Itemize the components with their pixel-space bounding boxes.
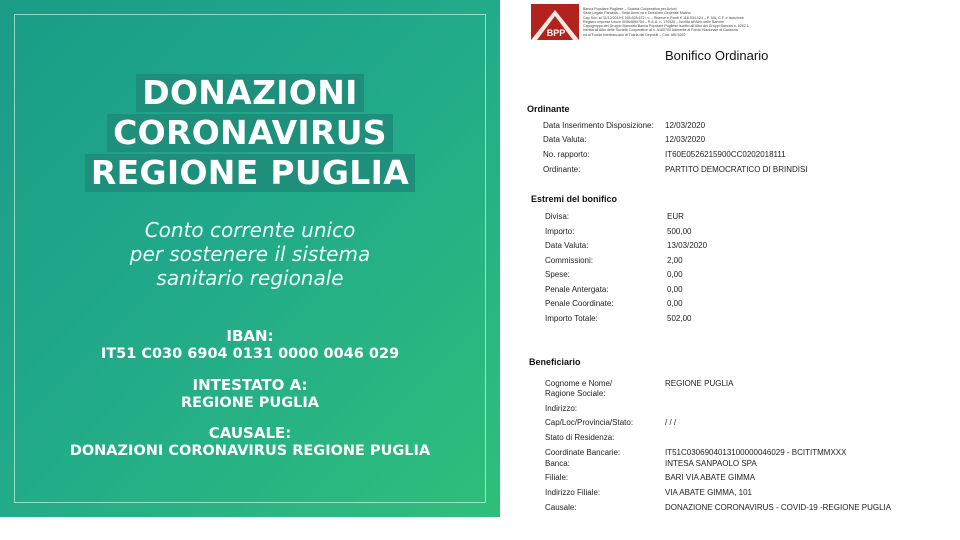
beneficiario-label: Indirizzo: xyxy=(545,404,578,413)
beneficiario-value: BARI VIA ABATE GIMMA xyxy=(665,473,756,482)
bank-info-line: Cap.Soc. al 31/12/2019 € 165.628.672 i.v. – Riserve e Fondi € 118.534.024 – P. IVA, C.F. e Iscrizione xyxy=(583,15,744,20)
subtitle-line-1: Conto corrente unico xyxy=(144,218,356,242)
donation-poster xyxy=(0,0,500,517)
intestato-value: REGIONE PUGLIA xyxy=(181,395,319,411)
estremi-value: 13/03/2020 xyxy=(667,241,708,250)
subtitle-line-3: sanitario regionale xyxy=(156,266,344,290)
beneficiario-value: DONAZIONE CORONAVIRUS - COVID-19 -REGIONE PUGLIA xyxy=(665,503,892,512)
estremi-label: Divisa: xyxy=(545,212,570,221)
beneficiario-value: INTESA SANPAOLO SPA xyxy=(665,459,757,468)
iban-label: IBAN: xyxy=(226,327,274,345)
poster-title xyxy=(0,74,500,194)
beneficiario-label: Indirizzo Filiale: xyxy=(545,488,601,497)
beneficiario-label: Ragione Sociale: xyxy=(545,389,606,398)
beneficiario-label: Causale: xyxy=(545,503,577,512)
beneficiario-value: REGIONE PUGLIA xyxy=(665,379,734,388)
intestato-block xyxy=(0,376,500,412)
beneficiario-value: / / / xyxy=(665,418,677,427)
estremi-value: 500,00 xyxy=(667,227,692,236)
estremi-label: Importo Totale: xyxy=(545,314,598,323)
beneficiario-label: Cognome e Nome/ xyxy=(545,379,613,388)
ordinante-value: PARTITO DEMOCRATICO DI BRINDISI xyxy=(665,165,808,174)
estremi-label: Spese: xyxy=(545,270,570,279)
bank-info-line: Capogruppo del Gruppo Bancario Banca Popolare Pugliese iscritto all'Albo dei Gruppi Bancari n. 5262.1 xyxy=(583,24,749,29)
poster-subtitle xyxy=(0,218,500,290)
estremi-heading: Estremi del bonifico xyxy=(531,194,618,204)
title-line-2: CORONAVIRUS xyxy=(107,114,393,152)
estremi-value: 2,00 xyxy=(667,256,683,265)
bank-logo-icon xyxy=(531,4,579,40)
estremi-label: Penale Antergata: xyxy=(545,285,609,294)
bank-info-line: Banca Popolare Pugliese – Società Cooperativa per Azioni xyxy=(583,7,677,11)
transfer-receipt xyxy=(515,0,960,540)
bank-info-line: ed al Fondo Interbancario di Tutela dei Depositi – Cod. ABI 5262 xyxy=(583,32,686,37)
iban-block xyxy=(0,327,500,363)
ordinante-label: No. rapporto: xyxy=(543,150,590,159)
ordinante-value: IT60E0526215900CC0202018111 xyxy=(665,150,786,159)
causale-label: CAUSALE: xyxy=(208,424,292,442)
estremi-label: Commissioni: xyxy=(545,256,594,265)
ordinante-value: 12/03/2020 xyxy=(665,121,706,130)
bank-info-line: Registro Imprese Lecce 00064850754 – R.E.A. n. 170926 – Iscritta all'Albo delle Banche xyxy=(583,19,725,24)
beneficiario-heading: Beneficiario xyxy=(529,357,581,367)
title-line-3: REGIONE PUGLIA xyxy=(85,154,415,192)
ordinante-heading: Ordinante xyxy=(527,104,570,114)
beneficiario-value: IT51C0306904013100000046029 - BCITITMMXXX xyxy=(665,448,847,457)
document-title: Bonifico Ordinario xyxy=(665,48,769,63)
beneficiario-label: Banca: xyxy=(545,459,570,468)
estremi-value: EUR xyxy=(667,212,684,221)
estremi-value: 0,00 xyxy=(667,270,683,279)
estremi-value: 0,00 xyxy=(667,299,683,308)
beneficiario-label: Filiale: xyxy=(545,473,569,482)
bank-info-line: Iscritta all'Albo delle Società Cooperative al n. A160700 Aderente al Fondo Nazionale di Garanzia xyxy=(583,28,738,33)
beneficiario-label: Stato di Residenza: xyxy=(545,433,615,442)
estremi-value: 0,00 xyxy=(667,285,683,294)
title-line-1: DONAZIONI xyxy=(136,74,363,112)
bank-info xyxy=(583,7,803,37)
causale-value: DONAZIONI CORONAVIRUS REGIONE PUGLIA xyxy=(69,443,431,459)
estremi-label: Importo: xyxy=(545,227,575,236)
estremi-label: Penale Coordinate: xyxy=(545,299,614,308)
ordinante-label: Data Valuta: xyxy=(543,135,587,144)
beneficiario-label: Cap/Loc/Provincia/Stato: xyxy=(545,418,634,427)
subtitle-line-2: per sostenere il sistema xyxy=(129,242,371,266)
estremi-value: 502,00 xyxy=(667,314,692,323)
causale-block xyxy=(0,424,500,460)
logo-text: BPP xyxy=(546,28,566,38)
estremi-label: Data Valuta: xyxy=(545,241,589,250)
ordinante-value: 12/03/2020 xyxy=(665,135,706,144)
intestato-label: INTESTATO A: xyxy=(192,376,308,394)
beneficiario-value: VIA ABATE GIMMA, 101 xyxy=(665,488,752,497)
beneficiario-label: Coordinate Bancarie: xyxy=(545,448,621,457)
ordinante-label: Data Inserimento Disposizione: xyxy=(543,121,654,130)
ordinante-label: Ordinante: xyxy=(543,165,581,174)
iban-value: IT51 C030 6904 0131 0000 0046 029 xyxy=(100,346,400,362)
bank-info-line: Sede Legale Parabita – Sede Amm.va e Direzione Generale Matino xyxy=(583,11,691,16)
